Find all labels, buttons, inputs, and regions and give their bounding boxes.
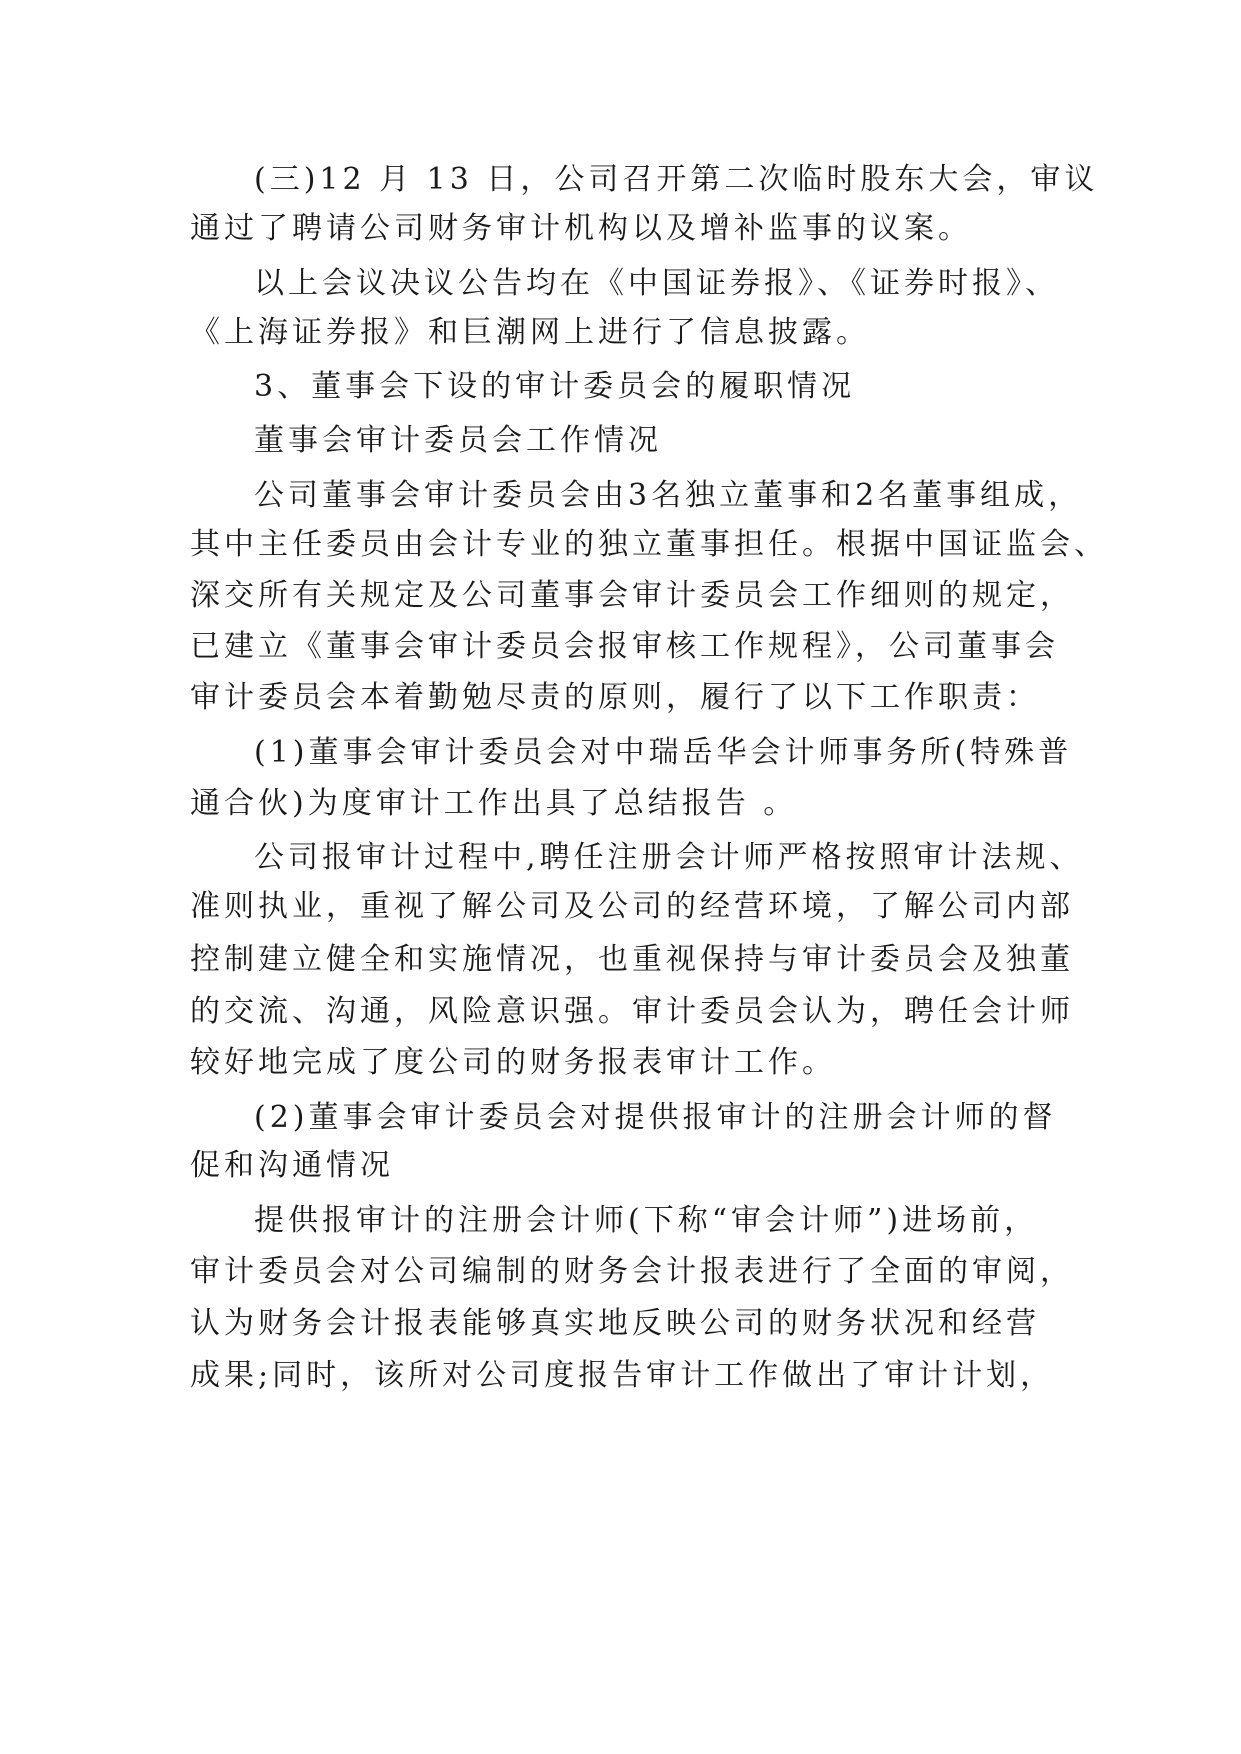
paragraph-line: 审计委员会对公司编制的财务会计报表进行了全面的审阅，	[190, 1254, 1074, 1289]
paragraph-line: (三)12 月 13 日，公司召开第二次临时股东大会，审议	[254, 162, 1099, 197]
subsection-heading: 董事会审计委员会工作情况	[254, 423, 662, 458]
paragraph-line: 促和沟通情况	[190, 1148, 394, 1183]
section-heading: 3、董事会下设的审计委员会的履职情况	[254, 369, 856, 404]
paragraph-line: 《上海证券报》和巨潮网上进行了信息披露。	[190, 315, 870, 350]
paragraph-line: 通过了聘请公司财务审计机构以及增补监事的议案。	[190, 211, 972, 246]
paragraph-line: 公司报审计过程中,聘任注册会计师严格按照审计法规、	[254, 840, 1084, 875]
paragraph-line: 以上会议决议公告均在《中国证券报》、《证券时报》、	[254, 266, 1059, 301]
paragraph-line: 审计委员会本着勤勉尽责的原则，履行了以下工作职责：	[190, 680, 1040, 715]
paragraph-line: 提供报审计的注册会计师(下称“审会计师”)进场前，	[254, 1203, 1039, 1238]
paragraph-line: 控制建立健全和实施情况，也重视保持与审计委员会及独董	[190, 942, 1074, 977]
paragraph-line: 已建立《董事会审计委员会报审核工作规程》，公司董事会	[190, 629, 1059, 664]
paragraph-line: 通合伙)为度审计工作出具了总结报告 。	[190, 786, 798, 821]
paragraph-line: 成果;同时，该所对公司度报告审计工作做出了审计计划，	[190, 1358, 1055, 1393]
paragraph-line: 深交所有关规定及公司董事会审计委员会工作细则的规定，	[190, 578, 1074, 613]
paragraph-line: 其中主任委员由会计专业的独立董事担任。根据中国证监会、	[190, 527, 1108, 562]
paragraph-line: 较好地完成了度公司的财务报表审计工作。	[190, 1045, 836, 1080]
paragraph-line: 公司董事会审计委员会由3名独立董事和2名董事组成，	[254, 478, 1083, 513]
paragraph-line: 认为财务会计报表能够真实地反映公司的财务状况和经营	[190, 1306, 1040, 1341]
paragraph-line: 的交流、沟通，风险意识强。审计委员会认为，聘任会计师	[190, 994, 1074, 1029]
paragraph-line: (1)董事会审计委员会对中瑞岳华会计师事务所(特殊普	[254, 735, 1073, 770]
paragraph-line: 准则执业，重视了解公司及公司的经营环境，了解公司内部	[190, 889, 1074, 924]
paragraph-line: (2)董事会审计委员会对提供报审计的注册会计师的督	[254, 1100, 1057, 1135]
